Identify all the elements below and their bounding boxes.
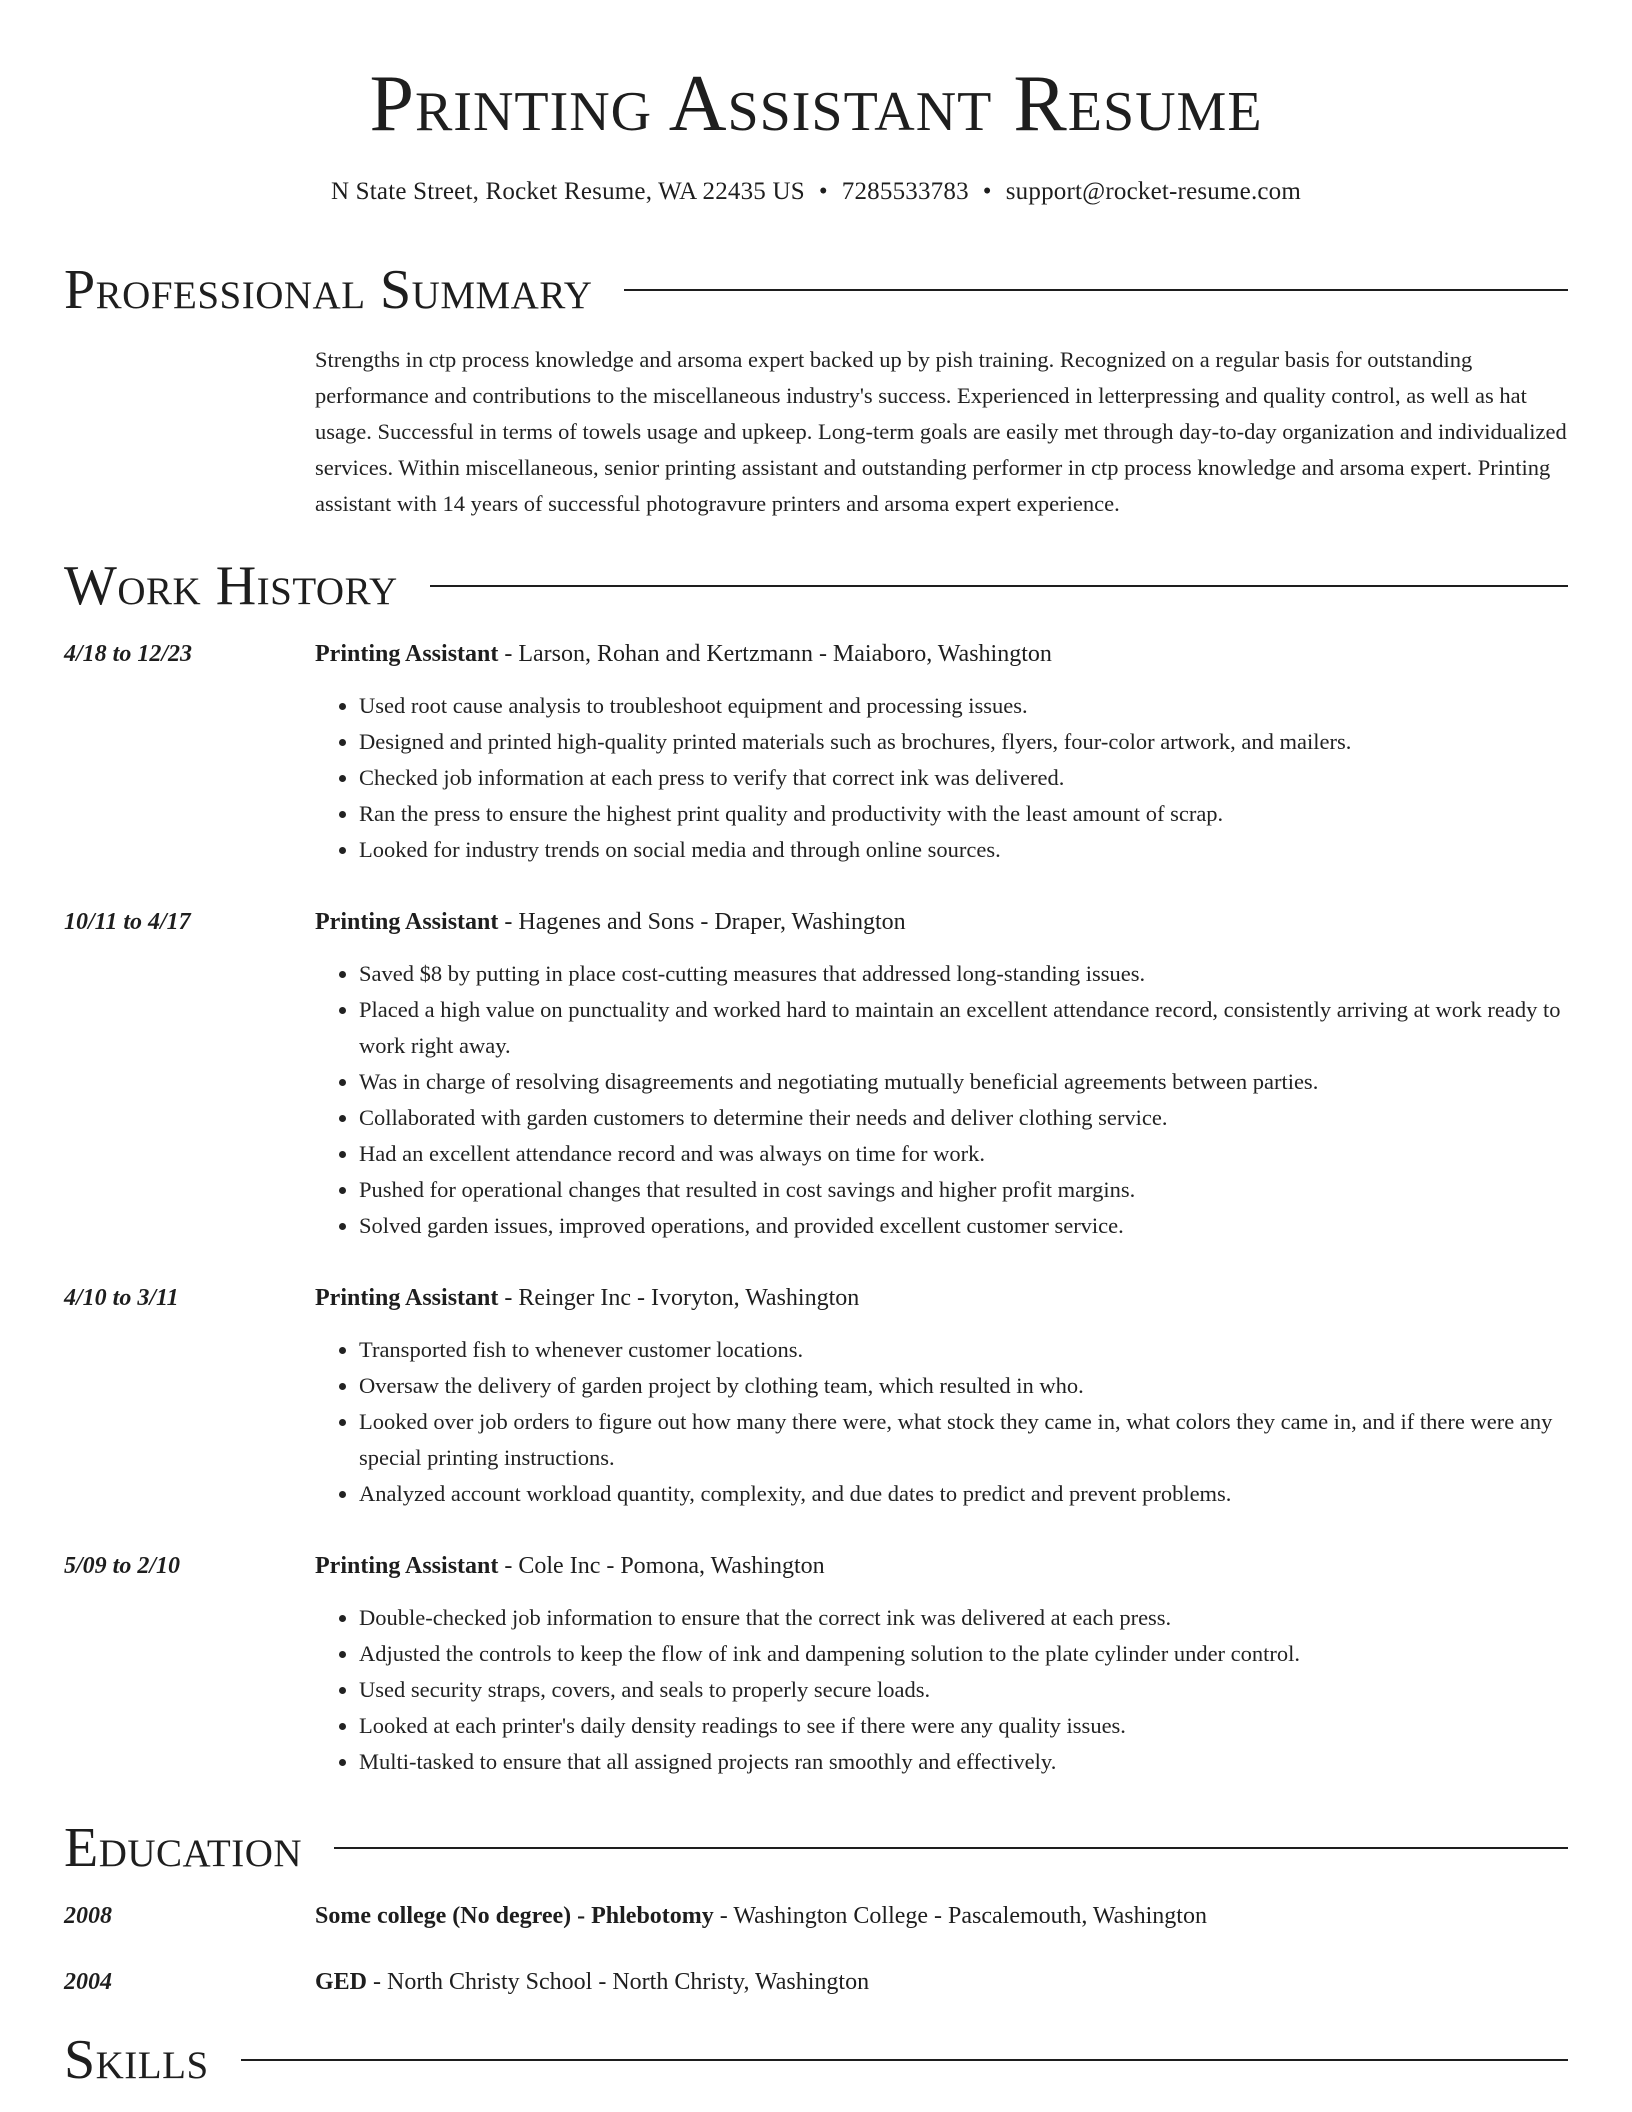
education-entry: [64, 1900, 1568, 1932]
summary-heading: Professional Summary: [64, 259, 593, 321]
contact-separator: •: [982, 178, 992, 205]
job-bullet: • Looked at each printer's daily density readings to see if there were any quality issues.: [359, 1708, 1568, 1744]
job-bullet: • Transported fish to whenever customer locations.: [359, 1332, 1568, 1368]
job-dates: 5/09 to 2/10: [64, 1553, 181, 1579]
job-heading: [315, 638, 1052, 670]
job-heading: [315, 1550, 825, 1582]
job-bullet: • Looked for industry trends on social media and through online sources.: [359, 832, 1568, 868]
job-entry: [64, 906, 1568, 1244]
section-divider: [430, 585, 1568, 587]
job-details: - Reinger Inc - Ivoryton, Washington: [498, 1285, 860, 1311]
job-bullets: [315, 1600, 1568, 1780]
education-year: 2004: [64, 1969, 112, 1995]
job-bullets: [315, 688, 1568, 868]
job-bullet: • Multi-tasked to ensure that all assigned projects ran smoothly and effectively.: [359, 1744, 1568, 1780]
education-details: - Washington College - Pascalemouth, Washington: [713, 1903, 1207, 1929]
job-dates: 4/18 to 12/23: [64, 641, 193, 667]
contact-address: N State Street, Rocket Resume, WA 22435 US: [330, 178, 805, 205]
job-bullet: • Designed and printed high-quality printed materials such as brochures, flyers, four-color artwork, and mailers.: [359, 724, 1568, 760]
job-dates: 4/10 to 3/11: [64, 1285, 179, 1311]
summary-section-header: [64, 259, 1568, 321]
job-entry: [64, 1550, 1568, 1780]
education-degree: Some college (No degree) - Phlebotomy: [315, 1903, 714, 1929]
job-details: - Hagenes and Sons - Draper, Washington: [498, 909, 906, 935]
education-year: 2008: [64, 1903, 112, 1929]
section-divider: [334, 1847, 1568, 1849]
education-section-header: [64, 1817, 1568, 1879]
job-bullet: • Used security straps, covers, and seals to properly secure loads.: [359, 1672, 1568, 1708]
education-entry: [64, 1966, 1568, 1998]
education-heading-line: [315, 1966, 869, 1998]
job-bullet: • Oversaw the delivery of garden project by clothing team, which resulted in who.: [359, 1368, 1568, 1404]
section-divider: [624, 289, 1568, 291]
job-entry: [64, 638, 1568, 868]
job-bullet: • Was in charge of resolving disagreements and negotiating mutually beneficial agreements between parties.: [359, 1064, 1568, 1100]
job-bullet: • Saved $8 by putting in place cost-cutting measures that addressed long-standing issues.: [359, 956, 1568, 992]
section-divider: [241, 2059, 1568, 2061]
job-bullet: • Used root cause analysis to troubleshoot equipment and processing issues.: [359, 688, 1568, 724]
contact-line: [64, 178, 1568, 206]
job-bullet: • Collaborated with garden customers to determine their needs and deliver clothing service.: [359, 1100, 1568, 1136]
contact-email: support@rocket-resume.com: [1005, 178, 1302, 205]
contact-separator: •: [818, 178, 828, 205]
job-details: - Cole Inc - Pomona, Washington: [498, 1553, 825, 1579]
job-entry: [64, 1282, 1568, 1512]
job-bullet: • Checked job information at each press to verify that correct ink was delivered.: [359, 760, 1568, 796]
job-title: Printing Assistant: [315, 909, 499, 935]
job-details: - Larson, Rohan and Kertzmann - Maiaboro, Washington: [498, 641, 1052, 667]
job-bullet: • Solved garden issues, improved operations, and provided excellent customer service.: [359, 1208, 1568, 1244]
job-bullet: • Pushed for operational changes that resulted in cost savings and higher profit margins.: [359, 1172, 1568, 1208]
job-bullet: • Analyzed account workload quantity, complexity, and due dates to predict and prevent problems.: [359, 1476, 1568, 1512]
education-heading: Education: [64, 1817, 303, 1879]
contact-phone: 7285533783: [841, 178, 969, 205]
education-details: - North Christy School - North Christy, Washington: [367, 1969, 870, 1995]
job-bullet: • Double-checked job information to ensure that the correct ink was delivered at each press.: [359, 1600, 1568, 1636]
skills-section-header: [64, 2029, 1568, 2091]
job-bullet: • Adjusted the controls to keep the flow of ink and dampening solution to the plate cylinder under control.: [359, 1636, 1568, 1672]
job-bullet: • Had an excellent attendance record and was always on time for work.: [359, 1136, 1568, 1172]
work-section-header: [64, 555, 1568, 617]
summary-text: Strengths in ctp process knowledge and arsoma expert backed up by pish training. Recognized on a regular basis for outstanding performance and contributions to the miscellaneous industry's success. Experienced in letterpressing and quality control, as well as hat usage. Successful in terms of towels usage and upkeep. Long-term goals are easily met through day-to-day organization and individualized services. Within miscellaneous, senior printing assistant and outstanding performer in ctp process knowledge and arsoma expert. Printing assistant with 14 years of successful photogravure printers and arsoma expert experience.: [315, 347, 1567, 516]
job-heading: [315, 906, 906, 938]
job-dates: 10/11 to 4/17: [64, 909, 191, 935]
job-title: Printing Assistant: [315, 1553, 499, 1579]
job-bullets: [315, 956, 1568, 1244]
job-bullet: • Looked over job orders to figure out how many there were, what stock they came in, what colors they came in, and if there were any special printing instructions.: [359, 1404, 1568, 1476]
job-bullets: [315, 1332, 1568, 1512]
education-heading-line: [315, 1900, 1207, 1932]
job-title: Printing Assistant: [315, 1285, 499, 1311]
job-heading: [315, 1282, 859, 1314]
job-bullet: • Placed a high value on punctuality and worked hard to maintain an excellent attendance record, consistently arriving at work ready to work right away.: [359, 992, 1568, 1064]
education-degree: GED: [315, 1969, 368, 1995]
work-heading: Work History: [64, 555, 398, 617]
skills-heading: Skills: [64, 2029, 209, 2091]
job-bullet: • Ran the press to ensure the highest print quality and productivity with the least amount of scrap.: [359, 796, 1568, 832]
resume-title: Printing Assistant Resume: [369, 60, 1263, 148]
job-title: Printing Assistant: [315, 641, 499, 667]
